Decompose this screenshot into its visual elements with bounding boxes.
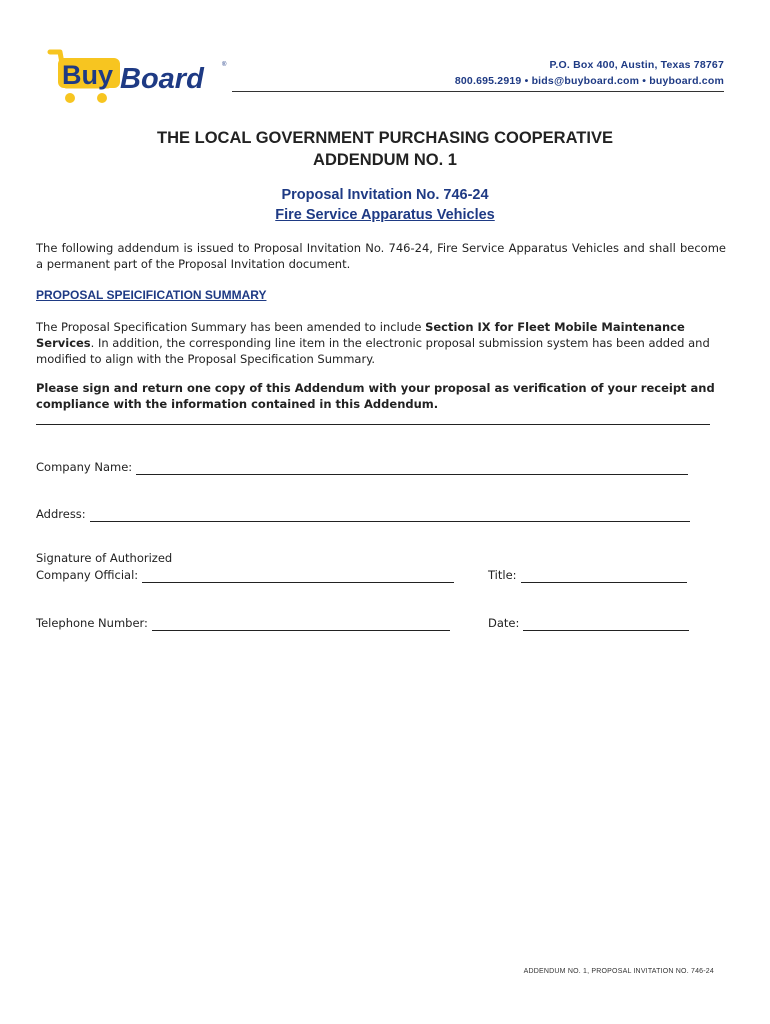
proposal-name: Fire Service Apparatus Vehicles <box>275 207 495 223</box>
date-label: Date: <box>488 616 520 630</box>
mailing-address: P.O. Box 400, Austin, Texas 78767 <box>549 59 724 71</box>
summary-text-end: . In addition, the corresponding line item in the electronic proposal submission system has been added and modified to align with the Proposal Specification Summary. <box>36 336 710 366</box>
summary-paragraph <box>36 319 726 367</box>
header-divider <box>232 91 724 92</box>
addendum-number: ADDENDUM NO. 1 <box>313 151 457 169</box>
signature-input[interactable] <box>142 570 454 583</box>
address-field <box>36 506 690 522</box>
date-input[interactable] <box>523 618 689 631</box>
summary-bold-text: Section IX for Fleet Mobile Maintenance Services <box>36 320 685 350</box>
signature-field <box>36 567 454 583</box>
company-name-input[interactable] <box>136 462 688 475</box>
separator-line <box>36 424 710 425</box>
address-input[interactable] <box>90 509 690 522</box>
company-name-field <box>36 459 688 475</box>
title-label: Title: <box>488 568 517 582</box>
instruction-paragraph: Please sign and return one copy of this Addendum with your proposal as verification of your receipt and compliance with the information contained in this Addendum. <box>36 381 715 411</box>
title-field <box>488 567 687 583</box>
address-label: Address: <box>36 507 86 521</box>
document-title: THE LOCAL GOVERNMENT PURCHASING COOPERATIVE <box>157 129 613 147</box>
date-field <box>488 615 689 631</box>
signature-label-line1: Signature of Authorized <box>36 551 173 565</box>
telephone-label: Telephone Number: <box>36 616 148 630</box>
page-footer: ADDENDUM NO. 1, PROPOSAL INVITATION NO. 746-24 <box>523 968 714 975</box>
svg-text:Buy: Buy <box>62 60 114 90</box>
proposal-number: Proposal Invitation No. 746-24 <box>281 187 489 203</box>
title-input[interactable] <box>521 570 687 583</box>
telephone-field <box>36 615 450 631</box>
contact-info: 800.695.2919 • bids@buyboard.com • buyboard.com <box>454 75 724 87</box>
buyboard-logo <box>46 46 236 108</box>
svg-text:®: ® <box>222 62 227 68</box>
summary-text-start: The Proposal Specification Summary has been amended to include <box>36 320 426 334</box>
intro-paragraph: The following addendum is issued to Proposal Invitation No. 746-24, Fire Service Apparatus Vehicles and shall become a permanent part of the Proposal Invitation document. <box>36 241 726 271</box>
company-name-label: Company Name: <box>36 460 133 474</box>
section-heading: PROPOSAL SPEICIFICATION SUMMARY <box>36 288 267 302</box>
signature-label-line2: Company Official: <box>36 568 139 582</box>
telephone-input[interactable] <box>152 618 450 631</box>
svg-text:Board: Board <box>120 63 204 95</box>
